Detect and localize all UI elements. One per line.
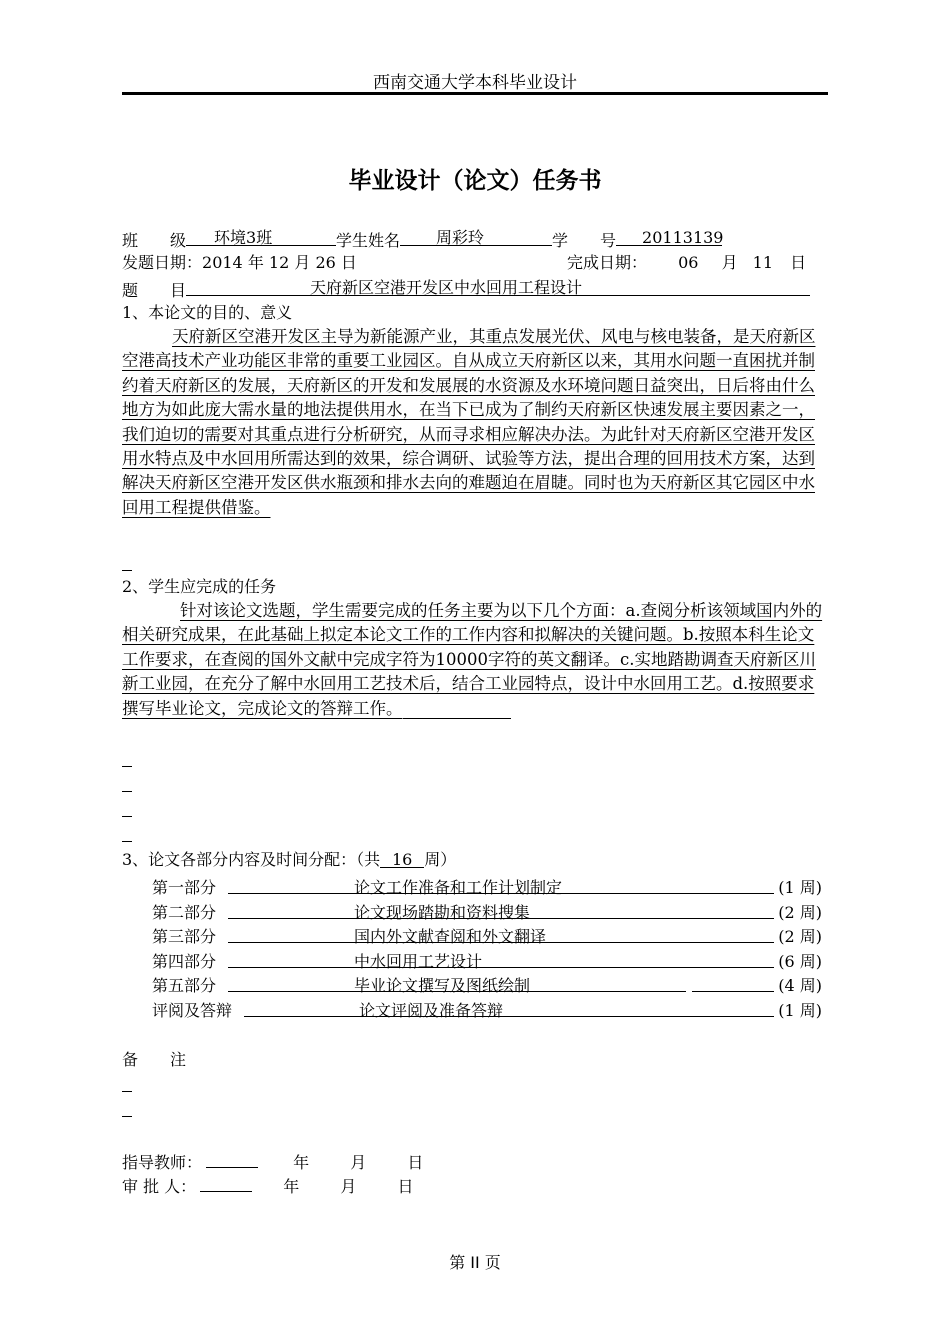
advisor-month: 月 [350,1153,367,1172]
approver-day: 日 [397,1177,414,1196]
class-value: 环境3班 [214,228,273,247]
section2-paragraph [122,599,828,721]
finish-label: 完成日期： [567,253,648,272]
schedule-list [152,875,828,1022]
approver-signature-row [122,1174,414,1197]
schedule-row [152,924,828,949]
blank-line-marker [122,766,132,767]
name-value: 周彩玲 [436,228,485,247]
schedule-row [152,973,828,998]
part-weeks: (4 周) [778,976,822,995]
total-weeks: 16 [380,850,424,868]
section1-heading: 1、本论文的目的、意义 [122,303,293,322]
blank-line-marker [122,1116,132,1117]
class-label: 班 级 [122,231,187,250]
finish-day: 11 [752,253,774,272]
info-row-dates [122,253,357,273]
finish-month: 06 [678,253,699,272]
finish-day-unit: 日 [790,253,807,272]
part-label: 第四部分 [152,951,217,971]
issue-label: 发题日期： [122,253,203,272]
topic-value: 天府新区空港开发区中水回用工程设计 [310,278,583,297]
class-field [186,228,336,246]
approver-signature-field [200,1174,252,1192]
id-label: 学 号 [552,231,617,250]
blank-line-marker [122,816,132,817]
name-field [400,228,552,246]
part-weeks: (2 周) [778,902,822,922]
part-weeks: (6 周) [778,951,822,971]
approver-label: 审 批 人： [122,1177,197,1196]
section3-heading [122,850,456,870]
issue-date: 2014 年 12 月 26 日 [202,253,357,272]
schedule-row [152,900,828,925]
section2-heading: 2、学生应完成的任务 [122,577,277,596]
approver-month: 月 [340,1177,357,1196]
part-weeks: (1 周) [778,1000,822,1020]
part-task: 论文工作准备和工作计划制定 [354,878,563,897]
blank-line-marker [122,570,132,571]
info-row-class [122,228,722,251]
part-label: 第一部分 [152,878,217,897]
advisor-day: 日 [407,1153,424,1172]
blank-line-marker [122,791,132,792]
part-weeks: (2 周) [778,927,822,946]
part-task: 毕业论文撰写及图纸绘制 [354,976,531,995]
section1-body: 天府新区空港开发区主导为新能源产业，其重点发展光伏、风电与核电装备，是天府新区空港高技术产业功能区非常的重要工业园区。自从成立天府新区以来，其用水问题一直困扰并制约着天府新区的发展，天府新区的开发和发展展的水资源及水环境问题日益突出，日后将由什么地方为如此庞大需水量的地法提供用水，在当下已成为了制约天府新区快速发展主要因素之一，我们迫切的需要对其重点进行分析研究，从而寻求相应解决办法。为此针对天府新区空港开发区用水特点及中水回用所需达到的效果，综合调研、试验等方法，提出合理的回用技术方案，达到解决天府新区空港开发区供水瓶颈和排水去向的难题迫在眉睫。同时也为天府新区其它园区中水回用工程提供借鉴。 [122,327,816,517]
part-task: 国内外文献查阅和外文翻译 [354,927,547,946]
blank-line-marker [122,841,132,842]
id-value: 20113139 [642,228,724,247]
schedule-row [152,998,828,1023]
id-field [616,228,722,246]
approver-year: 年 [283,1177,300,1196]
part-task: 论文现场踏勘和资料搜集 [354,902,531,922]
part-rule [228,967,774,968]
advisor-signature-row [122,1150,423,1173]
part-label: 第五部分 [152,976,217,995]
finish-date-group [567,253,806,273]
schedule-row [152,875,828,900]
section3-heading-suffix: 周） [424,850,457,869]
part-rule [244,1016,774,1017]
section2-body: 针对该论文选题，学生需要完成的任务主要为以下几个方面：a.查阅分析该领域国内外的相关研究成果，在此基础上拟定本论文工作的工作内容和拟解决的关键问题。b.按照本科生论文工作要求，在查阅的国外文献中完成字符为10000字符的英文翻译。c.实地踏勘调查天府新区川新工业园，在充分了解中水回用工艺技术后，结合工业园特点，设计中水回用工艺。d.按照要求撰写毕业论文，完成论文的答辩工作。 [122,601,823,718]
document-title: 毕业设计（论文）任务书 [348,168,602,194]
page-number: 第 II 页 [449,1253,501,1272]
section2-trailing-rule [403,717,511,719]
notes-label: 备 注 [122,1050,187,1069]
name-label: 学生姓名 [336,231,401,250]
part-label: 第三部分 [152,927,217,946]
section3-heading-prefix: 3、论文各部分内容及时间分配：（共 [122,850,381,869]
schedule-row [152,949,828,974]
topic-field [186,278,810,296]
part-label: 第二部分 [152,902,217,922]
part-label: 评阅及答辩 [152,1000,233,1020]
finish-month-unit: 月 [721,253,738,272]
part-task: 中水回用工艺设计 [354,951,483,971]
part-rule-extra [692,991,774,992]
advisor-label: 指导教师： [122,1153,203,1172]
advisor-year: 年 [293,1153,310,1172]
header-rule [122,92,828,95]
part-weeks: (1 周) [778,878,822,897]
advisor-signature-field [206,1150,258,1168]
info-row-topic [122,278,810,301]
section1-paragraph [122,325,828,520]
part-task: 论文评阅及准备答辩 [359,1000,504,1020]
header-institution: 西南交通大学本科毕业设计 [373,73,577,93]
blank-line-marker [122,1091,132,1092]
topic-label: 题 目 [122,281,187,300]
